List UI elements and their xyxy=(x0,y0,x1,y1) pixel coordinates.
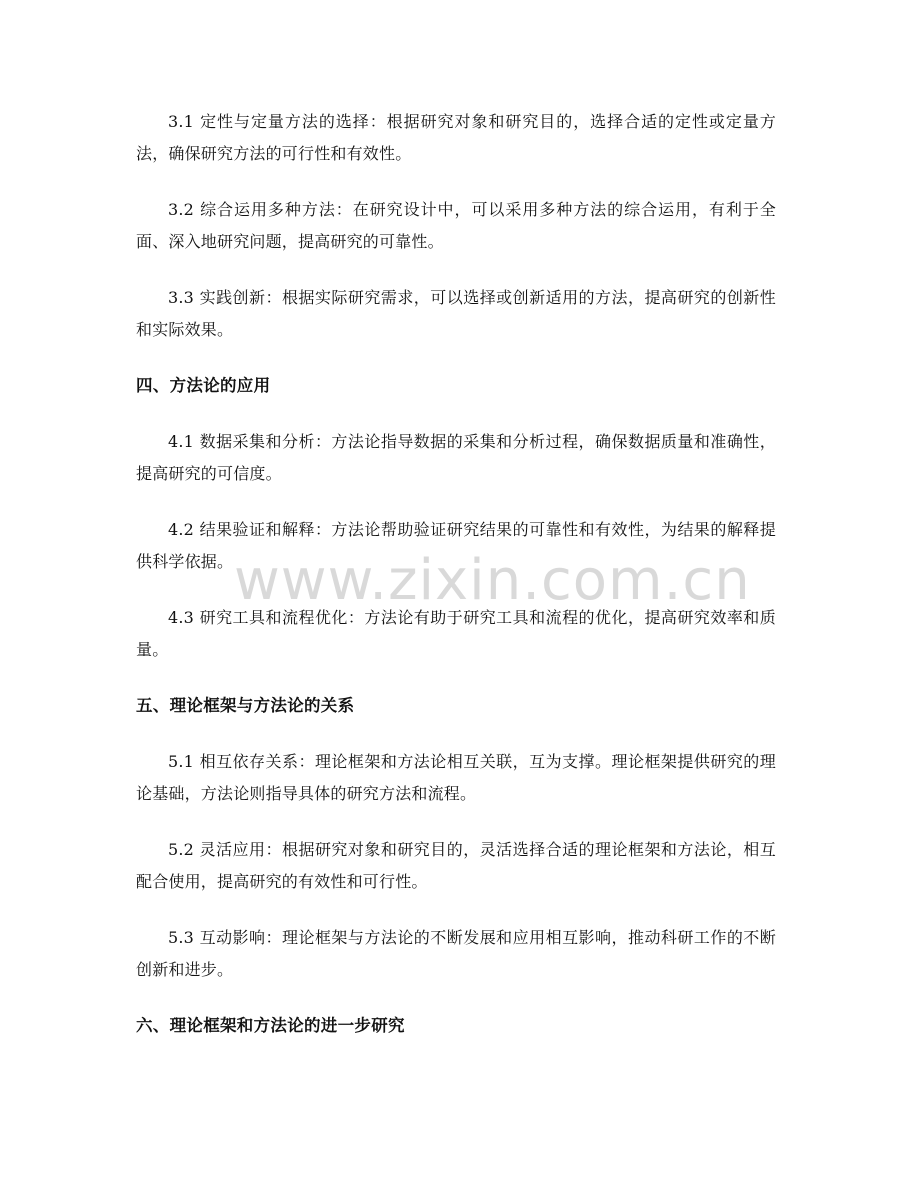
paragraph-5-2: 5.2 灵活应用：根据研究对象和研究目的，灵活选择合适的理论框架和方法论，相互配合使用，提高研究的有效性和可行性。 xyxy=(136,840,776,891)
paragraph-4-3: 4.3 研究工具和流程优化：方法论有助于研究工具和流程的优化，提高研究效率和质量。 xyxy=(136,608,776,659)
paragraph-5-3: 5.3 互动影响：理论框架与方法论的不断发展和应用相互影响，推动科研工作的不断创新和进步。 xyxy=(136,928,776,979)
paragraph-3-1: 3.1 定性与定量方法的选择：根据研究对象和研究目的，选择合适的定性或定量方法，确保研究方法的可行性和有效性。 xyxy=(136,112,776,163)
paragraph-4-1: 4.1 数据采集和分析：方法论指导数据的采集和分析过程，确保数据质量和准确性，提高研究的可信度。 xyxy=(136,432,776,483)
paragraph-3-2: 3.2 综合运用多种方法：在研究设计中，可以采用多种方法的综合运用，有利于全面、深入地研究问题，提高研究的可靠性。 xyxy=(136,200,776,251)
watermark: www.zixin.com.cn xyxy=(234,548,751,613)
section-heading-5: 五、理论框架与方法论的关系 xyxy=(136,696,355,715)
paragraph-5-1: 5.1 相互依存关系：理论框架和方法论相互关联，互为支撑。理论框架提供研究的理论基础，方法论则指导具体的研究方法和流程。 xyxy=(136,752,776,803)
section-heading-6: 六、理论框架和方法论的进一步研究 xyxy=(136,1016,405,1035)
paragraph-3-3: 3.3 实践创新：根据实际研究需求，可以选择或创新适用的方法，提高研究的创新性和实际效果。 xyxy=(136,288,776,339)
paragraph-4-2: 4.2 结果验证和解释：方法论帮助验证研究结果的可靠性和有效性，为结果的解释提供科学依据。 xyxy=(136,520,776,571)
section-heading-4: 四、方法论的应用 xyxy=(136,376,271,395)
